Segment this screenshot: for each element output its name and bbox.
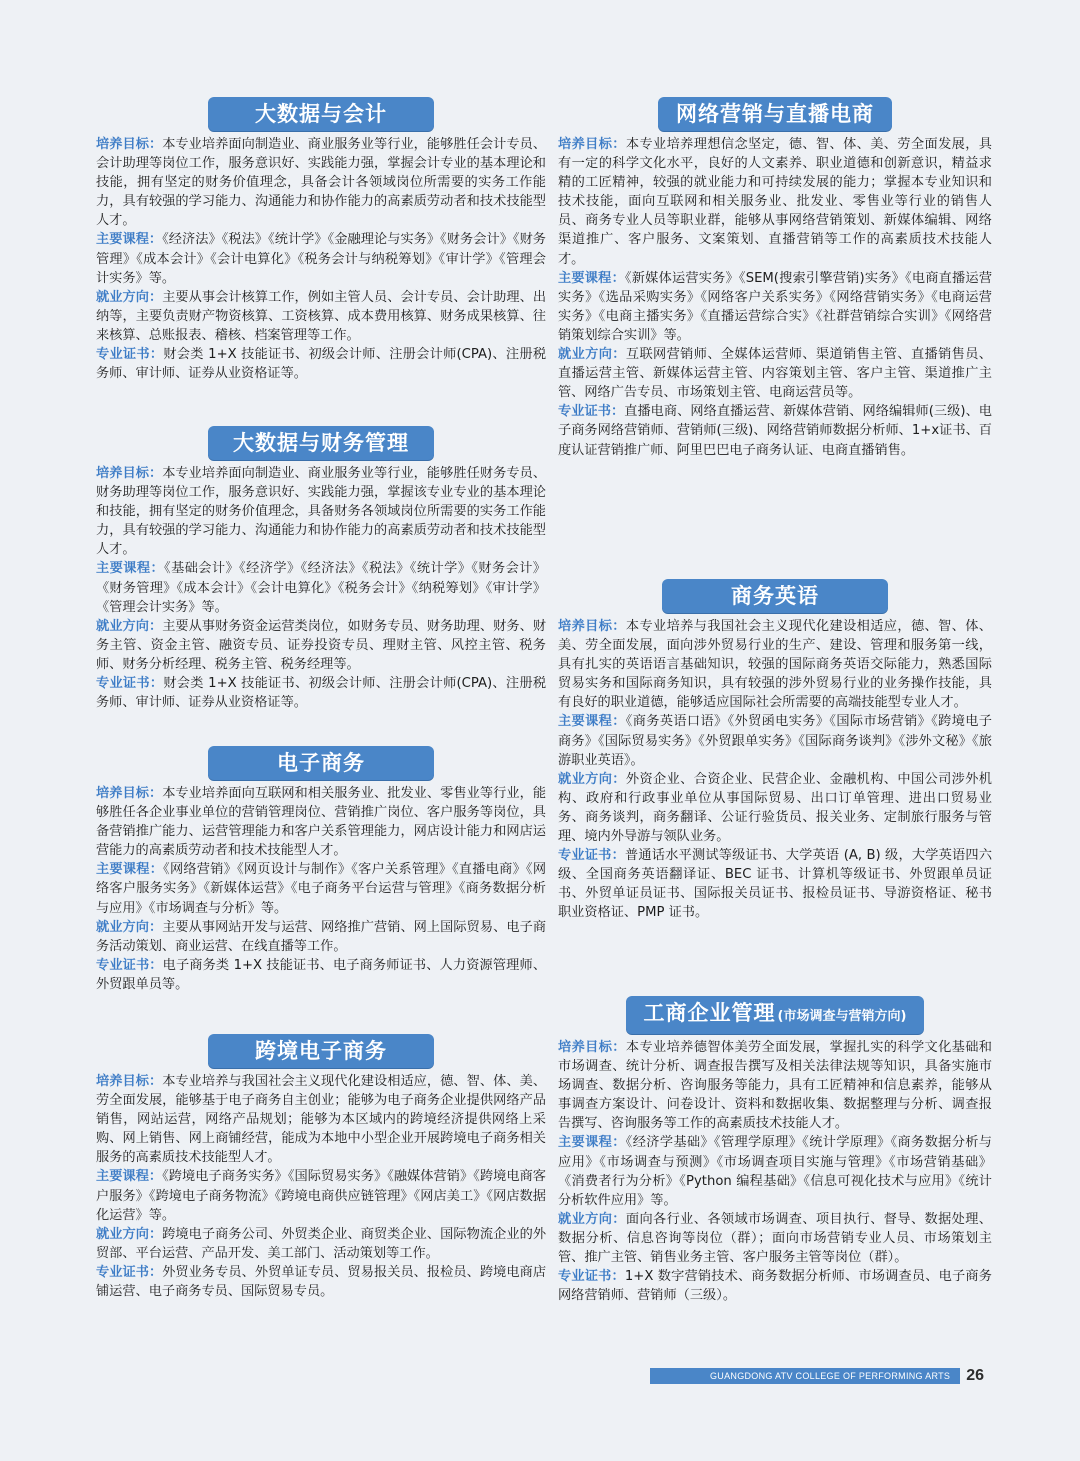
section-title: 电子商务 — [208, 746, 434, 780]
cert-paragraph: 专业证书：财会类 1+X 技能证书、初级会计师、注册会计师(CPA)、注册税务师、审计师、证券从业资格证等。 — [96, 347, 547, 382]
section-subtitle: (市场调查与营销方向) — [777, 1009, 907, 1024]
course-paragraph: 主要课程：《经济法》《税法》《统计学》《金融理论与实务》《财务会计》《财务管理》《成本会计》《会计电算化》《税务会计与纳税筹划》《审计学》《管理会计实务》等。 — [96, 232, 546, 286]
course-paragraph: 主要课程：《经济学基础》《管理学原理》《统计学原理》《商务数据分析与应用》《市场调查与预测》《市场调查项目实施与管理》《市场营销基础》《消费者行为分析》《Python 编程基础》《信息可视化技术与应用》《统计分析软件应用》等。 — [558, 1135, 992, 1208]
section-ecommerce — [96, 746, 546, 994]
college-name: GUANGDONG ATV COLLEGE OF PERFORMING ARTS — [650, 1368, 960, 1384]
cert-paragraph: 专业证书：直播电商、网络直播运营、新媒体营销、网络编辑师(三级)、电子商务网络营销师、营销师(三级)、网络营销师数据分析师、1+x证书、百度认证营销推广师、阿里巴巴电子商务认证、电商直播销售。 — [558, 404, 992, 458]
goal-paragraph: 培养目标：本专业培养与我国社会主义现代化建设相适应，德、智、体、美、劳全面发展，面向涉外贸易行业的生产、建设、管理和服务第一线，具有扎实的英语语言基础知识，较强的国际商务英语交际能力，熟悉国际贸易实务和国际商务知识，具有较强的涉外贸易行业的业务操作技能，具有良好的职业道德，能够适应国际社会所需要的高端技能型专业人才。 — [558, 619, 992, 711]
course-paragraph: 主要课程：《新媒体运营实务》《SEM(搜索引擎营销)实务》《电商直播运营实务》《选品采购实务》《网络客户关系实务》《网络营销实务》《电商运营实务》《电商主播实务》《直播运营综合实》《社群营销综合实训》《网络营销策划综合实训》等。 — [558, 270, 993, 343]
section-title: 网络营销与直播电商 — [658, 97, 892, 131]
job-paragraph: 就业方向：互联网营销师、全媒体运营师、渠道销售主管、直播销售员、直播运营主管、新媒体运营主管、内容策划主管、客户主管、渠道推广主管、网络广告专员、市场策划主管、电商运营员等。 — [558, 347, 992, 401]
cert-paragraph: 专业证书：1+X 数字营销技术、商务数据分析师、市场调查员、电子商务网络营销师、营销师（三级）。 — [558, 1269, 992, 1304]
cert-paragraph: 专业证书：财会类 1+X 技能证书、初级会计师、注册会计师(CPA)、注册税务师、审计师、证券从业资格证等。 — [96, 676, 547, 711]
goal-paragraph: 培养目标：本专业培养面向互联网和相关服务业、批发业、零售业等行业，能够胜任各企业事业单位的营销管理岗位、营销推广岗位、客户服务等岗位，具备营销推广能力、运营管理能力和客户关系管理能力，网店设计能力和网店运营能力的高素质劳动者和技术技能型人才。 — [96, 786, 547, 859]
cert-paragraph: 专业证书：普通话水平测试等级证书、大学英语 (A, B) 级，大学英语四六级、全国商务英语翻译证、BEC 证书、计算机等级证书、外贸跟单员证书、外贸单证员证书、国际报关员证书、报检员证书、导游资格证、秘书职业资格证、PMP 证书。 — [558, 848, 993, 921]
course-paragraph: 主要课程：《跨境电子商务实务》《国际贸易实务》《融媒体营销》《跨境电商客户服务》《跨境电子商务物流》《跨境电商供应链管理》《网店美工》《网店数据化运营》等。 — [96, 1169, 546, 1223]
goal-paragraph: 培养目标：本专业培养面向制造业、商业服务业等行业，能够胜任会计专员、会计助理等岗位工作，服务意识好、实践能力强，掌握会计专业的基本理论和技能，拥有坚定的财务价值理念，具备会计各领域岗位所需要的实务工作能力，具有较强的学习能力、沟通能力和协作能力的高素质劳动者和技术技能型人才。 — [96, 137, 547, 229]
section-network-marketing-live-ecommerce — [558, 97, 992, 460]
section-big-data-finance — [96, 426, 546, 712]
goal-paragraph: 培养目标：本专业培养德智体美劳全面发展，掌握扎实的科学文化基础和市场调查、统计分析、调查报告撰写及相关法律法规等知识，具备实施市场调查、数据分析、咨询服务等能力，具有工匠精神和信息素养，能够从事调查方案设计、问卷设计、资料和数据收集、数据整理与分析、调查报告撰写、咨询服务等工作的高素质技术技能人才。 — [558, 1040, 992, 1132]
page-number: 26 — [966, 1367, 984, 1384]
job-paragraph: 就业方向：主要从事会计核算工作，例如主管人员、会计专员、会计助理、出纳等，主要负责财产物资核算、工资核算、成本费用核算、财务成果核算、往来核算、总账报表、稽核、档案管理等工作。 — [96, 289, 547, 343]
cert-paragraph: 专业证书：外贸业务专员、外贸单证专员、贸易报关员、报检员、跨境电商店铺运营、电子商务专员、国际贸易专员。 — [96, 1264, 547, 1300]
section-title: 大数据与财务管理 — [208, 426, 434, 460]
section-business-english — [558, 579, 992, 923]
section-business-management — [558, 996, 992, 1305]
page-footer — [650, 1366, 984, 1386]
job-paragraph: 就业方向：跨境电子商务公司、外贸类企业、商贸类企业、国际物流企业的外贸部、平台运营、产品开发、美工部门、活动策划等工作。 — [96, 1226, 547, 1261]
section-title: 大数据与会计 — [208, 97, 434, 131]
job-paragraph: 就业方向：主要从事财务资金运营类岗位，如财务专员、财务助理、财务、财务主管、资金主管、融资专员、证券投资专员、理财主管、风控主管、税务师、财务分析经理、税务主管、税务经理等。 — [96, 618, 547, 672]
section-title: 商务英语 — [662, 579, 888, 613]
job-paragraph: 就业方向：主要从事网站开发与运营、网络推广营销、网上国际贸易、电子商务活动策划、商业运营、在线直播等工作。 — [96, 919, 547, 954]
section-title: 工商企业管理 (市场调查与营销方向) — [626, 996, 925, 1034]
section-cross-border-ecommerce — [96, 1034, 546, 1301]
section-big-data-accounting — [96, 97, 546, 383]
goal-paragraph: 培养目标：本专业培养面向制造业、商业服务业等行业，能够胜任财务专员、财务助理等岗位工作，服务意识好、实践能力强，掌握该专业专业的基本理论和技能，拥有坚定的财务价值理念，具备财务各领域岗位所需要的实务工作能力，具有较强的学习能力、沟通能力和协作能力的高素质劳动者和技术技能型人才。 — [96, 466, 547, 558]
course-paragraph: 主要课程：《网络营销》《网页设计与制作》《客户关系管理》《直播电商》《网络客户服务实务》《新媒体运营》《电子商务平台运营与管理》《商务数据分析与应用》《市场调查与分析》等。 — [96, 862, 547, 916]
goal-paragraph: 培养目标：本专业培养与我国社会主义现代化建设相适应，德、智、体、美、劳全面发展，能够基于电子商务自主创业；能够为电子商务企业提供网络产品销售，网站运营，网络产品规划；能够为本区域内的跨境经济提供网络上采购、网上销售、网上商铺经营，能成为本地中小型企业开展跨境电子商务相关服务的高素质技术技能型人才。 — [96, 1074, 547, 1166]
job-paragraph: 就业方向：面向各行业、各领域市场调查、项目执行、督导、数据处理、数据分析、信息咨询等岗位（群）；面向市场营销专业人员、市场策划主管、推广主管、销售业务主管、客户服务主管等岗位（群）。 — [558, 1211, 992, 1266]
goal-paragraph: 培养目标：本专业培养理想信念坚定，德、智、体、美、劳全面发展，具有一定的科学文化水平，良好的人文素养、职业道德和创新意识，精益求精的工匠精神，较强的就业能力和可持续发展的能力；掌握本专业知识和技术技能，面向互联网和相关服务业、批发业、零售业等行业的销售人员、商务专业人员等职业群，能够从事网络营销策划、新媒体编辑、网络渠道推广、客户服务、文案策划、直播营销等工作的高素质技术技能人才。 — [558, 137, 992, 267]
section-title: 跨境电子商务 — [208, 1034, 434, 1068]
cert-paragraph: 专业证书：电子商务类 1+X 技能证书、电子商务师证书、人力资源管理师、外贸跟单员等。 — [96, 957, 547, 992]
course-paragraph: 主要课程：《商务英语口语》《外贸函电实务》《国际市场营销》《跨境电子商务》《国际贸易实务》《外贸跟单实务》《国际商务谈判》《涉外文秘》《旅游职业英语》。 — [558, 714, 992, 768]
job-paragraph: 就业方向：外资企业、合资企业、民营企业、金融机构、中国公司涉外机构、政府和行政事业单位从事国际贸易、出口订单管理、进出口贸易业务、商务谈判，商务翻译、公证行验货员、报关业务、定制旅行服务与管理、境内外导游与领队业务。 — [558, 771, 992, 845]
course-paragraph: 主要课程：《基础会计》《经济学》《经济法》《税法》《统计学》《财务会计》《财务管理》《成本会计》《会计电算化》《税务会计》《纳税筹划》《审计学》《管理会计实务》等。 — [96, 561, 546, 615]
